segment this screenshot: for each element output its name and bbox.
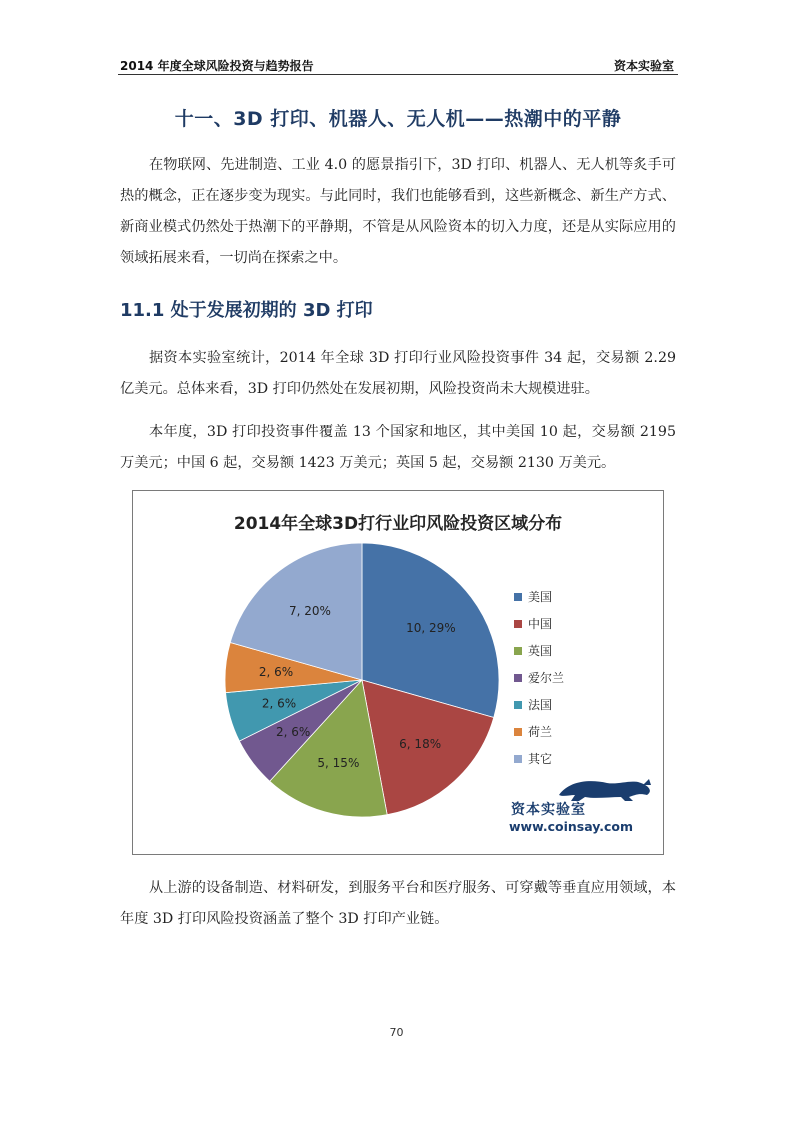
pie-data-label-5: 2, 6%: [258, 665, 294, 680]
legend-swatch: [514, 647, 522, 655]
regions-paragraph: 本年度，3D 打印投资事件覆盖 13 个国家和地区，其中美国 10 起，交易额 2195 万美元；中国 6 起，交易额 1423 万美元；英国 5 起，交易额 2130 万美元。: [120, 424, 676, 471]
pie-data-label-3: 2, 6%: [275, 725, 311, 740]
legend-swatch: [514, 755, 522, 763]
legend-item-0: [514, 583, 564, 610]
legend-item-5: [514, 718, 564, 745]
legend-label: 荷兰: [528, 725, 553, 739]
intro-paragraph: 在物联网、先进制造、工业 4.0 的愿景指引下，3D 打印、机器人、无人机等炙手可热的概念，正在逐步变为现实。与此同时，我们也能够看到，这些新概念、新生产方式、新商业模式仍然处于热潮下的平静期，不管是从风险资本的切入力度，还是从实际应用的领域拓展来看，一切尚在探索之中。: [120, 157, 676, 266]
legend-item-2: [514, 637, 564, 664]
legend-item-6: [514, 745, 564, 772]
chart-title: 2014年全球3D打行业印风险投资区域分布: [233, 514, 563, 534]
header-report-title: 2014 年度全球风险投资与趋势报告: [120, 59, 314, 73]
legend-swatch: [514, 674, 522, 682]
legend-label: 爱尔兰: [528, 671, 565, 685]
pie-data-label-1: 6, 18%: [399, 736, 442, 751]
chapter-title: 十一、3D 打印、机器人、无人机——热潮中的平静: [174, 108, 622, 130]
stats-paragraph: 据资本实验室统计，2014 年全球 3D 打印行业风险投资事件 34 起，交易额 2.29 亿美元。总体来看，3D 打印仍然处在发展初期，风险投资尚未大规模进驻。: [120, 350, 676, 397]
logo-url: www.coinsay.com: [509, 819, 634, 834]
legend-label: 英国: [528, 644, 553, 658]
header-brand: 资本实验室: [613, 59, 674, 73]
legend-label: 美国: [528, 590, 553, 604]
legend-swatch: [514, 620, 522, 628]
legend-item-1: [514, 610, 564, 637]
industry-chain-paragraph: 从上游的设备制造、材料研发，到服务平台和医疗服务、可穿戴等垂直应用领域，本年度 3D 打印风险投资涵盖了整个 3D 打印产业链。: [120, 880, 676, 927]
legend-label: 中国: [528, 617, 553, 631]
chart-legend: [514, 583, 564, 772]
legend-swatch: [514, 593, 522, 601]
legend-item-4: [514, 691, 564, 718]
page-number: 70: [389, 1026, 404, 1039]
pie-data-label-2: 5, 15%: [317, 756, 360, 771]
logo-text: 资本实验室: [511, 802, 586, 818]
pie-data-label-4: 2, 6%: [261, 696, 297, 711]
legend-item-3: [514, 664, 564, 691]
legend-label: 法国: [528, 698, 553, 712]
pie-data-label-0: 10, 29%: [406, 620, 456, 635]
section-title: 11.1 处于发展初期的 3D 打印: [120, 300, 373, 321]
pie-data-label-6: 7, 20%: [289, 604, 331, 619]
legend-swatch: [514, 701, 522, 709]
page-header: [118, 52, 678, 75]
legend-swatch: [514, 728, 522, 736]
legend-label: 其它: [528, 752, 553, 766]
pie-chart-figure: [132, 490, 664, 855]
logo: [509, 779, 649, 839]
